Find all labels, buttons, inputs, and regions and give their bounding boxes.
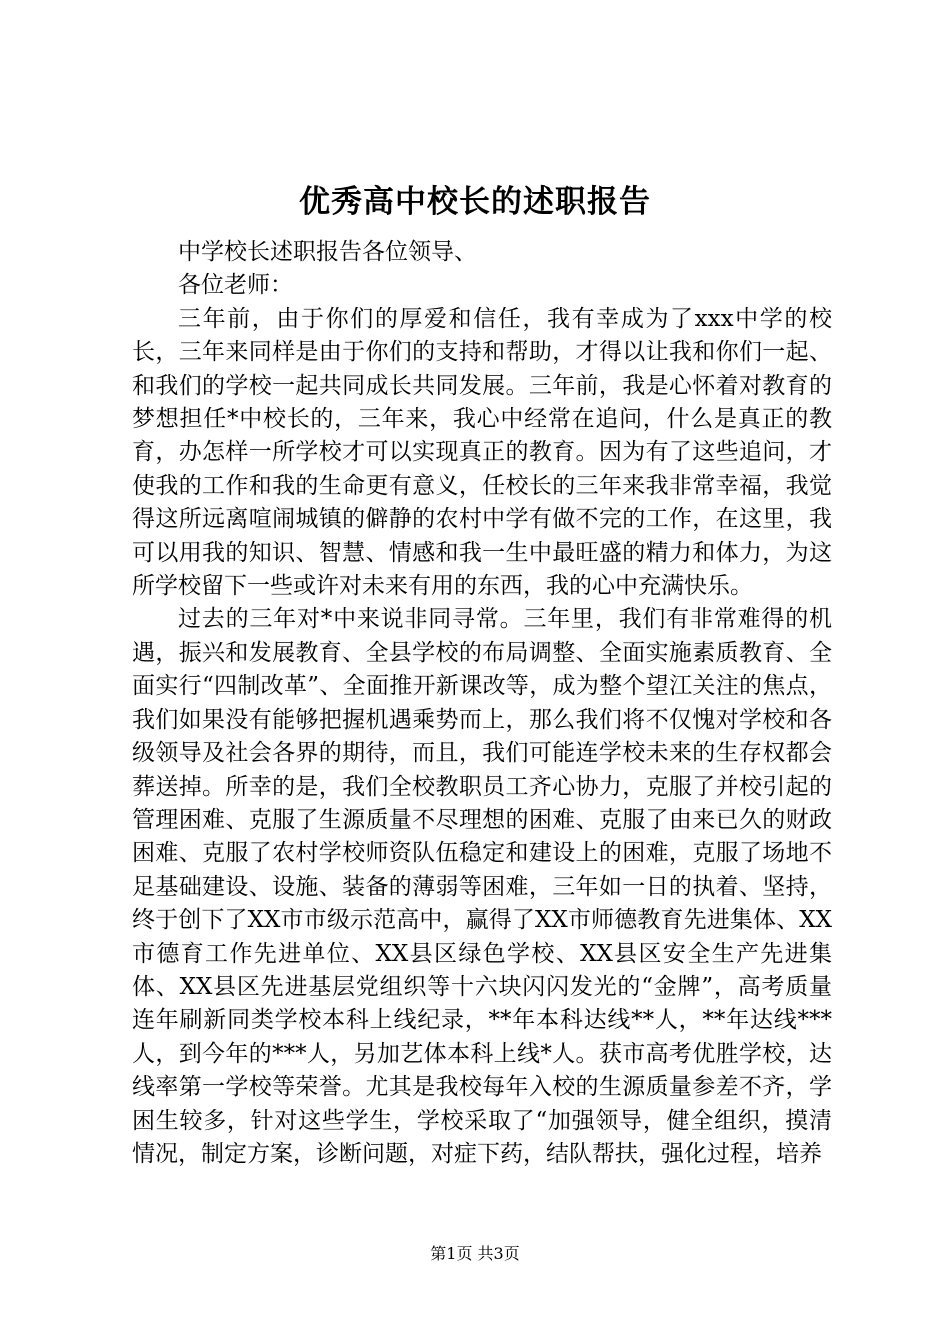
paragraph-salutation-1: 中学校长述职报告各位领导、 [178,239,477,265]
document-title: 优秀高中校长的述职报告 [299,184,651,220]
paragraph-achievements: 过去的三年对*中来说非同寻常。三年里，我们有非常难得的机遇，振兴和发展教育、全县学校的布局调整、全面实施素质教育、全面实行“四制改革”、全面推开新课改等，成为整个望江关注的焦点，我们如果没有能够把握机遇乘势而上，那么我们将不仅愧对学校和各级领导及社会各界的期待，而且，我们可能连学校未来的生存权都会葬送掉。所幸的是，我们全校教职员工齐心协力，克服了并校引起的管理困难、克服了生源质量不尽理想的困难、克服了由来已久的财政困难、克服了农村学校师资队伍稳定和建设上的困难，克服了场地不足基础建设、设施、装备的薄弱等困难，三年如一日的执着、坚持，终于创下了XX市市级示范高中，赢得了XX市师德教育先进集体、XX市德育工作先进单位、XX县区绿色学校、XX县区安全生产先进集体、XX县区先进基层党组织等十六块闪闪发光的“金牌”，高考质量连年刷新同类学校本科上线纪录，**年本科达线**人，**年达线***人，到今年的***人，另加艺体本科上线*人。获市高考优胜学校，达线率第一学校等荣誉。尤其是我校每年入校的生源质量参差不齐，学困生较多，针对这些学生，学校采取了“加强领导，健全组织，摸清情况，制定方案，诊断问题，对症下药，结队帮扶，强化过程，培养 [132,606,832,1167]
page-number-footer: 第1页 共3页 [430,1244,520,1263]
paragraph-intro: 三年前，由于你们的厚爱和信任，我有幸成为了xxx中学的校长，三年来同样是由于你们的支持和帮助，才得以让我和你们一起、和我们的学校一起共同成长共同发展。三年前，我是心怀着对教育的梦想担任*中校长的，三年来，我心中经常在追问，什么是真正的教育，办怎样一所学校才可以实现真正的教育。因为有了这些追问，才使我的工作和我的生命更有意义，任校长的三年来我非常幸福，我觉得这所远离喧闹城镇的僻静的农村中学有做不完的工作，在这里，我可以用我的知识、智慧、情感和我一生中最旺盛的精力和体力，为这所学校留下一些或许对未来有用的东西，我的心中充满快乐。 [132,305,832,600]
paragraph-salutation-2: 各位老师： [178,272,293,299]
document-body [132,236,832,1171]
